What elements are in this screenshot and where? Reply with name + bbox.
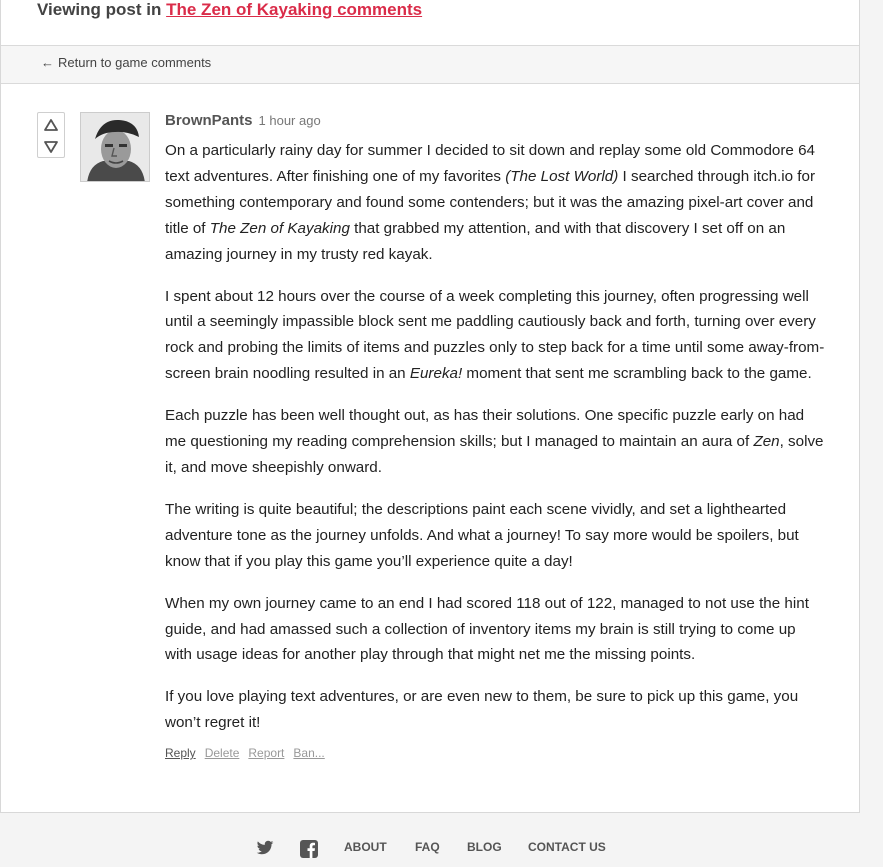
- paragraph-text: Each puzzle has been well thought out, as has their solutions. One specific puzzle early on had me questioning my reading comprehension skills; but I managed to maintain an aura of: [165, 407, 805, 451]
- post-actions: [165, 746, 825, 760]
- post-paragraph: [165, 684, 825, 736]
- twitter-icon[interactable]: [256, 840, 274, 856]
- footer-faq-link[interactable]: FAQ: [415, 840, 440, 854]
- author-link[interactable]: BrownPants: [165, 112, 253, 129]
- game-comments-link[interactable]: The Zen of Kayaking comments: [166, 0, 423, 19]
- paragraph-text: that grabbed my attention, and with that discovery I set off on an amazing journey in my trusty red kayak.: [165, 219, 786, 263]
- paragraph-text: moment that sent me scrambling back to the game.: [462, 365, 812, 383]
- page-title-prefix: Viewing post in: [37, 0, 162, 19]
- reply-button[interactable]: Reply: [165, 746, 196, 761]
- delete-button[interactable]: Delete: [204, 746, 240, 761]
- footer: [0, 836, 860, 860]
- post-paragraph: [165, 403, 825, 481]
- footer-contact-link[interactable]: CONTACT US: [528, 840, 606, 854]
- facebook-icon[interactable]: [300, 840, 318, 858]
- emphasis-text: Eureka!: [409, 365, 463, 383]
- report-button[interactable]: Report: [248, 746, 285, 761]
- paragraph-text: The writing is quite beautiful; the descriptions paint each scene vividly, and set a lighthearted adventure tone as the journey unfolds. And what a journey! To say more would be spoilers, but know that if you play this game you’ll experience quite a day!: [165, 500, 799, 570]
- paragraph-text: I spent about 12 hours over the course of a week completing this journey, often progressing well until a seemingly impassible block sent me paddling cautiously back and forth, turning over every rock and probing the limits of items and puzzles only to step back for a time until some away-from-screen brain noodling resulted in an: [165, 287, 825, 383]
- post-header: [165, 112, 825, 136]
- vote-box: [37, 112, 65, 158]
- return-link-label: Return to game comments: [58, 55, 212, 70]
- page-title: [1, 0, 859, 46]
- emphasis-text: The Zen of Kayaking: [209, 219, 350, 237]
- post-paragraph: [165, 591, 825, 669]
- post-timestamp: 1 hour ago: [258, 113, 321, 128]
- return-bar: [1, 46, 859, 84]
- paragraph-text: I searched through itch.io for something contemporary and found some contenders; but it was the amazing pixel-art cover and title of: [165, 167, 816, 237]
- left-arrow-icon: ←: [41, 55, 54, 70]
- post-paragraph: [165, 138, 825, 268]
- ban-button[interactable]: Ban...: [293, 746, 325, 761]
- post-paragraph: [165, 497, 825, 575]
- avatar[interactable]: [80, 112, 150, 182]
- paragraph-text: When my own journey came to an end I had scored 118 out of 122, managed to not use the hint guide, and had amassed such a collection of inventory items my brain is still trying to come up with usage ideas for another play through that might net me the missing points.: [165, 594, 809, 664]
- post-content: [165, 138, 825, 736]
- emphasis-text: (The Lost World): [505, 167, 619, 185]
- post-body: [165, 112, 825, 760]
- paragraph-text: If you love playing text adventures, or are even new to them, be sure to pick up this game, you won’t regret it!: [165, 688, 799, 732]
- emphasis-text: Zen: [753, 433, 780, 451]
- avatar-image: [81, 113, 150, 182]
- return-to-comments-link[interactable]: [41, 55, 211, 70]
- footer-about-link[interactable]: ABOUT: [344, 840, 387, 854]
- post-paragraph: [165, 284, 825, 388]
- downvote-button[interactable]: [43, 139, 59, 155]
- paragraph-text: , solve it, and move sheepishly onward.: [165, 433, 824, 476]
- upvote-button[interactable]: [43, 117, 59, 133]
- footer-blog-link[interactable]: BLOG: [467, 840, 502, 854]
- paragraph-text: On a particularly rainy day for summer I decided to sit down and replay some old Commodore 64 text adventures. After finishing one of my favorites: [165, 142, 815, 185]
